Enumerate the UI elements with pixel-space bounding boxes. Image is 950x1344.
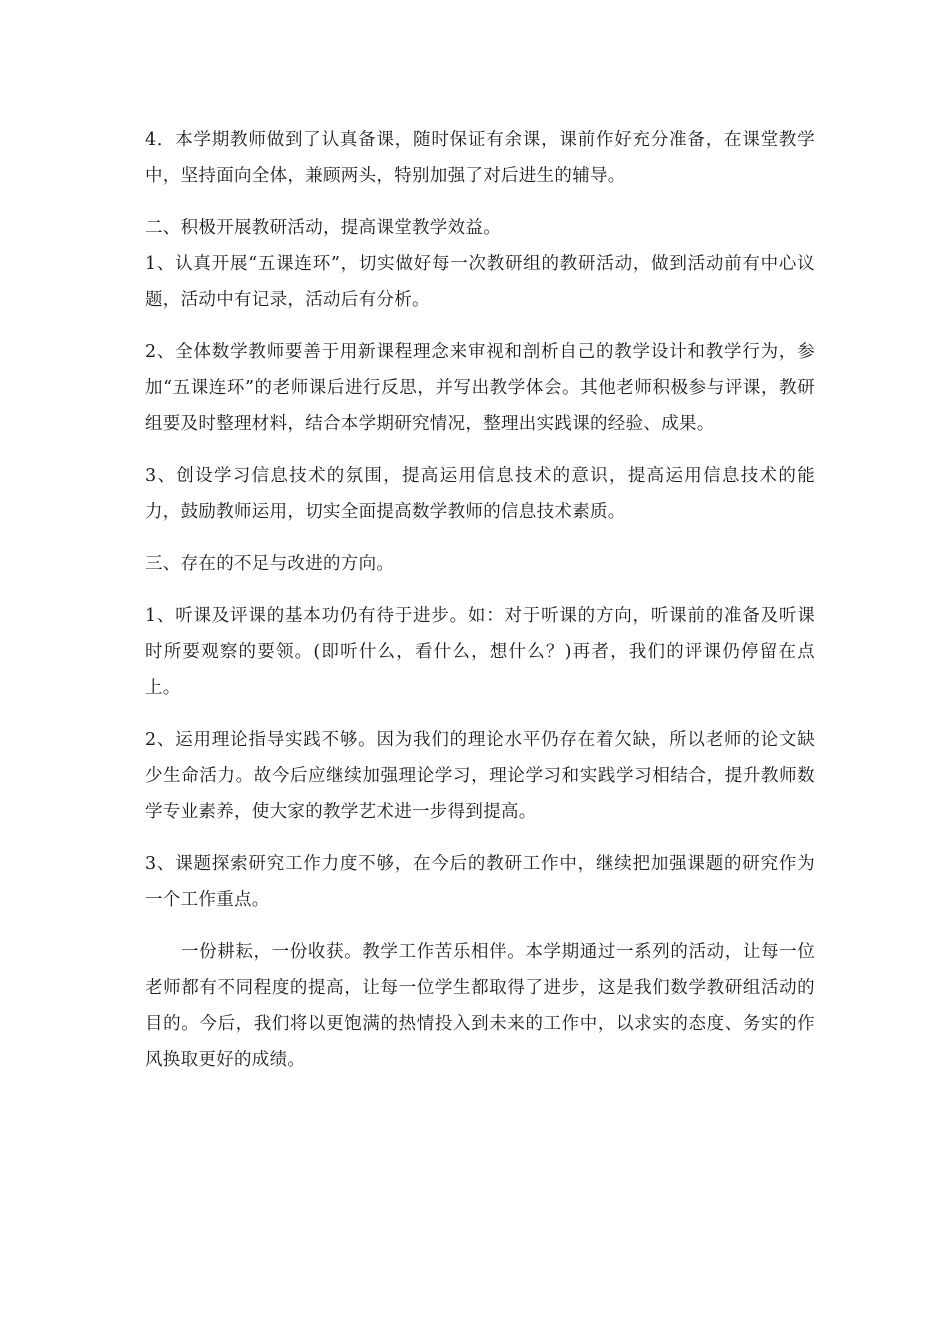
- section-heading-2: 二、积极开展教研活动，提高课堂教学效益。: [145, 218, 501, 238]
- section-heading-3: 三、存在的不足与改进的方向。: [145, 554, 395, 574]
- paragraph-3-1: 1、听课及评课的基本功仍有待于进步。如：对于听课的方向，听课前的准备及听课时所要观察的要领。(即听什么，看什么，想什么？)再者，我们的评课仍停留在点上。: [145, 606, 815, 698]
- paragraph-2-1: 1、认真开展“五课连环”，切实做好每一次教研组的教研活动，做到活动前有中心议题，活动中有记录，活动后有分析。: [145, 254, 815, 310]
- document-page: [145, 122, 815, 1078]
- conclusion-paragraph: 一份耕耘，一份收获。教学工作苦乐相伴。本学期通过一系列的活动，让每一位老师都有不同程度的提高，让每一位学生都取得了进步，这是我们数学教研组活动的目的。今后，我们将以更饱满的热情投入到未来的工作中，以求实的态度、务实的作风换取更好的成绩。: [145, 942, 815, 1070]
- paragraph-3-2: 2、运用理论指导实践不够。因为我们的理论水平仍存在着欠缺，所以老师的论文缺少生命活力。故今后应继续加强理论学习，理论学习和实践学习相结合，提升教师数学专业素养，使大家的教学艺术进一步得到提高。: [145, 730, 815, 822]
- paragraph-3-3: 3、课题探索研究工作力度不够，在今后的教研工作中，继续把加强课题的研究作为一个工作重点。: [145, 854, 815, 910]
- paragraph-2-3: 3、创设学习信息技术的氛围，提高运用信息技术的意识，提高运用信息技术的能力，鼓励教师运用，切实全面提高数学教师的信息技术素质。: [145, 466, 815, 522]
- paragraph-item-4: 4．本学期教师做到了认真备课，随时保证有余课，课前作好充分准备，在课堂教学中，坚持面向全体，兼顾两头，特别加强了对后进生的辅导。: [145, 130, 815, 186]
- paragraph-2-2: 2、全体数学教师要善于用新课程理念来审视和剖析自己的教学设计和教学行为，参加“五课连环”的老师课后进行反思，并写出教学体会。其他老师积极参与评课，教研组要及时整理材料，结合本学期研究情况，整理出实践课的经验、成果。: [145, 342, 815, 434]
